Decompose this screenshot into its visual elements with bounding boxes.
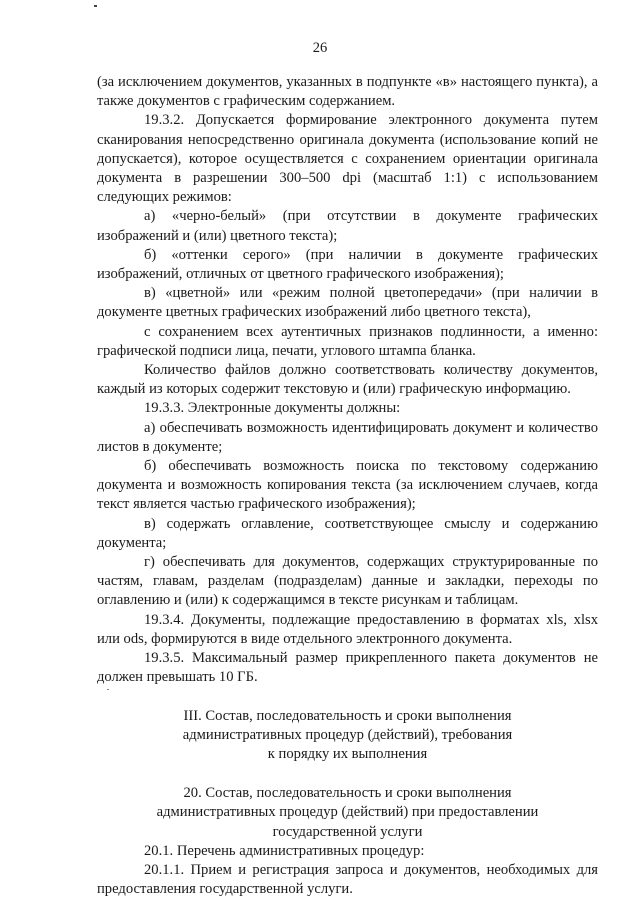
paragraph: 19.3.2. Допускается формирование электронного документа путем сканирования непосредственно оригинала документа (использование копий не допускается), которое осуществляется с сохранением ориентации оригинала документа в разрешении 300–500 dpi (масштаб 1:1) с использованием следующих режимов: (97, 112, 598, 206)
list-item: в) содержать оглавление, соответствующее смыслу и содержанию документа; (97, 515, 598, 551)
subsection-heading (97, 784, 598, 842)
subsection-heading-line: административных процедур (действий) при предоставлении (156, 804, 539, 821)
section-heading-line: административных процедур (действий), требования (182, 726, 513, 743)
list-item: а) обеспечивать возможность идентифицировать документ и количество листов в документе; (97, 419, 598, 455)
list-item: г) обеспечивать для документов, содержащих структурированные по частям, главам, разделам (подразделам) данные и закладки, переходы по оглавлению и (или) к содержащимся в тексте рисункам и таблицам. (97, 554, 598, 609)
page-number: 26 (312, 40, 328, 56)
scan-speck (94, 5, 97, 7)
paragraph: с сохранением всех аутентичных признаков подлинности, а именно: графической подписи лица, печати, углового штампа бланка. (97, 323, 598, 359)
section-heading-line: к порядку их выполнения (267, 745, 428, 762)
list-item: б) обеспечивать возможность поиска по текстовому содержанию документа и возможность копирования текста (за исключением случаев, когда текст является частью графического изображения); (97, 458, 598, 513)
paragraph: 19.3.3. Электронные документы должны: (144, 400, 401, 417)
subsection-heading-line: государственной услуги (272, 823, 423, 840)
subsection-heading-line: 20. Состав, последовательность и сроки выполнения (183, 785, 512, 802)
paragraph: 20.1. Перечень административных процедур: (144, 842, 425, 859)
paragraph: 19.3.5. Максимальный размер прикрепленного пакета документов не должен превышать 10 ГБ. (97, 650, 598, 686)
paragraph: Количество файлов должно соответствовать количеству документов, каждый из которых содержит текстовую и (или) графическую информацию. (97, 362, 598, 398)
paragraph: 19.3.4. Документы, подлежащие предоставлению в форматах xls, xlsx или ods, формируются в виде отдельного электронного документа. (97, 611, 598, 647)
paragraph: 20.1.1. Прием и регистрация запроса и документов, необходимых для предоставления государственной услуги. (97, 861, 598, 898)
paragraph: (за исключением документов, указанных в подпункте «в» настоящего пункта), а также документов с графическим содержанием. (97, 74, 598, 110)
document-body (97, 73, 598, 899)
section-heading (97, 707, 598, 765)
list-item: б) «оттенки серого» (при наличии в документе графических изображений, отличных от цветного графического изображения); (97, 246, 598, 283)
list-item: в) «цветной» или «режим полной цветопередачи» (при наличии в документе цветных графических изображений либо цветного текста), (97, 285, 598, 321)
list-item: а) «черно-белый» (при отсутствии в документе графических изображений и (или) цветного текста); (97, 208, 598, 244)
section-heading-line: III. Состав, последовательность и сроки выполнения (183, 707, 512, 724)
